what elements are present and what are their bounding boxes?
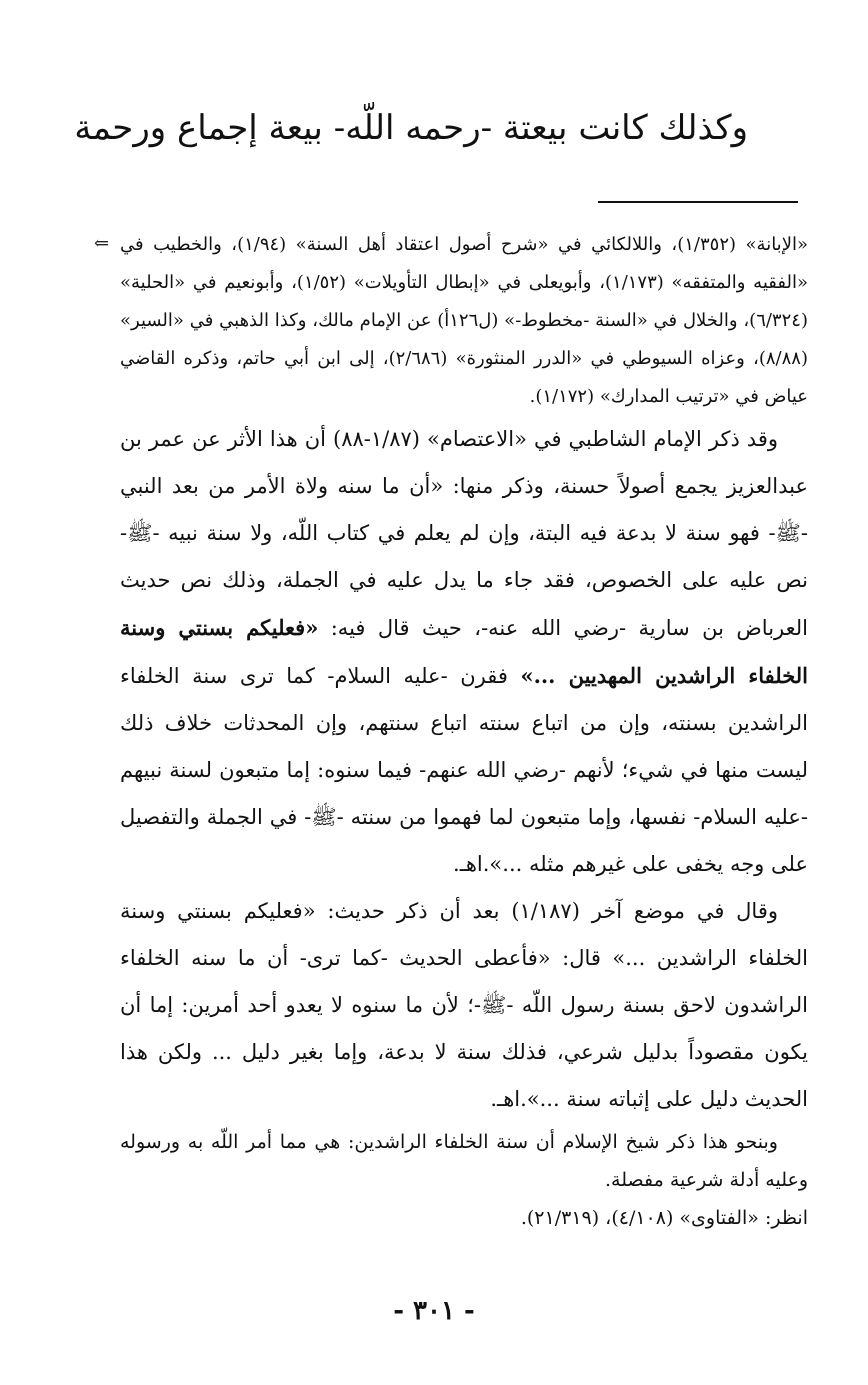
paragraph-shatibi (120, 416, 808, 888)
footnote-divider (598, 201, 798, 203)
paragraph-another-place: وقال في موضع آخر (١/١٨٧) بعد أن ذكر حديث: «فعليكم بسنتي وسنة الخلفاء الراشدين ...» قال: «فأعطى الحديث -كما ترى- أن ما سنه الخلفاء الراشدون لاحق بسنة رسول اللّه -ﷺ-؛ لأن ما سنوه لا يعدو أحد أمرين: إما أن يكون مقصوداً بدليل شرعي، فذلك سنة لا بدعة، وإما بغير دليل ... ولكن هذا الحديث دليل على إثباته سنة ...».اهـ. (120, 899, 808, 1111)
page-body (120, 226, 808, 1237)
running-heading: وكذلك كانت بيعتة -رحمه اللّه- بيعة إجماع ورحمة (74, 108, 748, 148)
footnote-continuation: «الإبانة» (١/٣٥٢)، واللالكائي في «شرح أصول اعتقاد أهل السنة» (١/٩٤)، والخطيب في «الفقيه والمتفقه» (١/١٧٣)، وأبويعلى في «إبطال التأويلات» (١/٥٢)، وأبونعيم في «الحلية» (٦/٣٢٤)، والخلال في «السنة -مخطوط-» (ل١٢٦أ) عن الإمام مالك، وكذا الذهبي في «السير» (٨/٨٨)، وعزاه السيوطي في «الدرر المنثورة» (٢/٦٨٦)، إلى ابن أبي حاتم، وذكره القاضي عياض في «ترتيب المدارك» (١/١٧٢). (120, 234, 808, 407)
paragraph-ibn-taymiyya: وبنحو هذا ذكر شيخ الإسلام أن سنة الخلفاء الراشدين: هي مما أمر اللّه به ورسوله وعليه أدلة شرعية مفصلة. (120, 1131, 808, 1191)
paragraph-text: وقد ذكر الإمام الشاطبي في «الاعتصام» (١/٨٧-٨٨) أن هذا الأثر عن عمر بن عبدالعزيز يجمع أصولاً حسنة، وذكر منها: «أن ما سنه ولاة الأمر من بعد النبي -ﷺ- فهو سنة لا بدعة فيه البتة، وإن لم يعلم في كتاب اللّه، ولا سنة نبيه -ﷺ- نص عليه على الخصوص، فقد جاء ما يدل عليه في الجملة، وذلك نص حديث العرباض بن سارية -رضي الله عنه-، حيث قال فيه: (120, 427, 808, 640)
page-number: - ٣٠١ - (393, 1296, 475, 1326)
continuation-arrow-icon: ⇐ (94, 233, 110, 254)
paragraph-text: فقرن -عليه السلام- كما ترى سنة الخلفاء الراشدين بسنته، وإن من اتباع سنته اتباع سنتهم، وإن المحدثات خلاف ذلك ليست منها في شيء؛ لأنهم -رضي الله عنهم- فيما سنوه: إما متبعون لسنة نبيهم -عليه السلام- نفسها، وإما متبعون لما فهموا من سنته -ﷺ- في الجملة والتفصيل على وجه يخفى على غيرهم مثله ...».اهـ. (120, 664, 808, 876)
hadith-quote: «فعليكم بسنتي وسنة الخلفاء الراشدين المهديين ...» (120, 615, 808, 688)
reference-line: انظر: «الفتاوى» (٤/١٠٨)، (٢١/٣١٩). (520, 1207, 808, 1229)
